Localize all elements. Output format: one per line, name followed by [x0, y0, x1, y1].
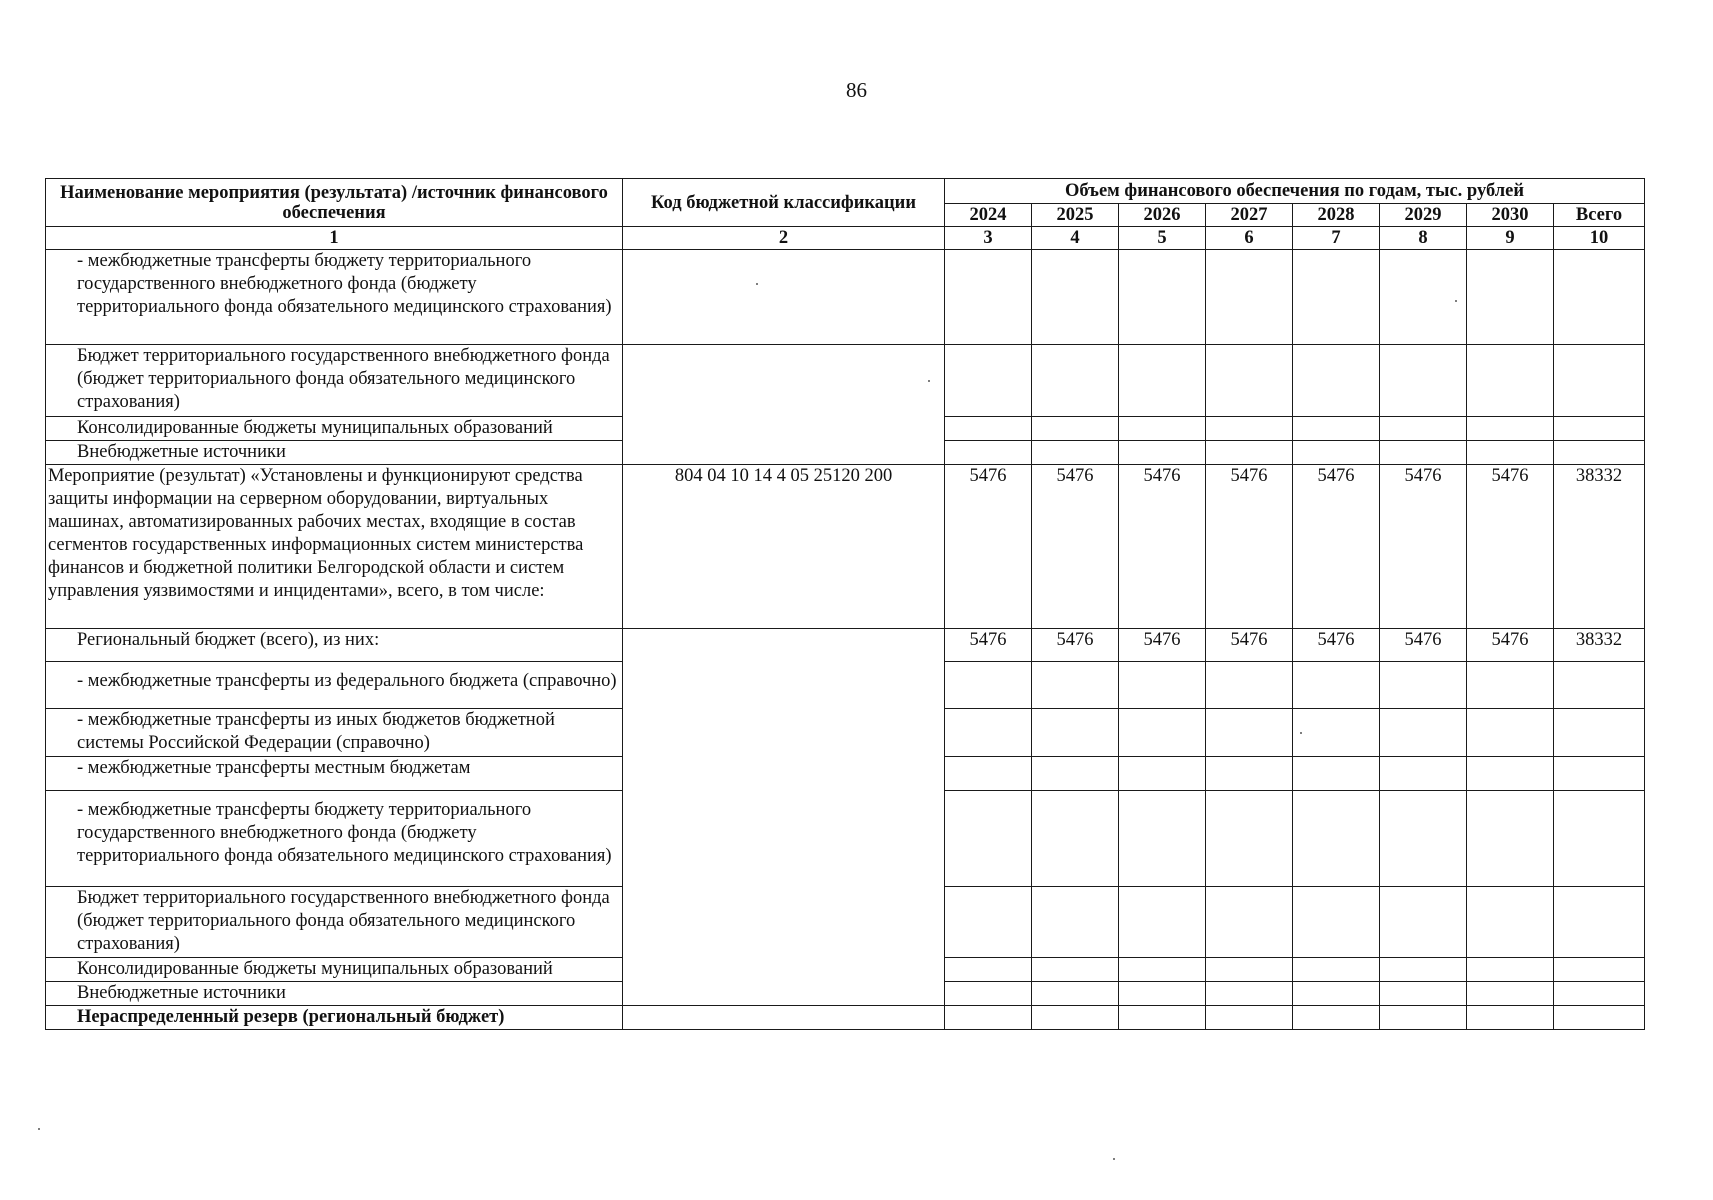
row-year-value	[945, 958, 1032, 982]
header-year: 2024	[945, 204, 1032, 227]
row-year-value	[1380, 757, 1467, 791]
row-year-value	[1032, 417, 1119, 441]
row-name: - межбюджетные трансферты бюджету территориального государственного внебюджетного фонда (бюджету территориального фонда обязательного медицинского страхования)	[46, 791, 623, 887]
row-year-value	[945, 982, 1032, 1006]
table-row	[46, 1006, 1645, 1030]
row-year-value	[1119, 757, 1206, 791]
row-name: Региональный бюджет (всего), из них:	[46, 629, 623, 662]
row-name: - межбюджетные трансферты из иных бюджетов бюджетной системы Российской Федерации (справочно)	[46, 709, 623, 757]
scan-speck	[756, 283, 758, 285]
row-year-value	[1032, 709, 1119, 757]
row-year-value: 5476	[1467, 629, 1554, 662]
row-year-value: 5476	[1032, 629, 1119, 662]
table-row	[46, 345, 1645, 417]
row-year-value	[1467, 345, 1554, 417]
row-year-value	[1293, 1006, 1380, 1030]
row-year-value: 5476	[1293, 465, 1380, 629]
header-volume: Объем финансового обеспечения по годам, тыс. рублей	[945, 179, 1645, 204]
row-year-value: 5476	[945, 465, 1032, 629]
row-year-value: 5476	[1032, 465, 1119, 629]
row-year-value	[945, 662, 1032, 709]
row-year-value	[1032, 250, 1119, 345]
row-year-value	[945, 441, 1032, 465]
header-year: 2025	[1032, 204, 1119, 227]
row-code	[623, 958, 945, 982]
row-year-value	[1380, 441, 1467, 465]
row-year-value	[1467, 441, 1554, 465]
row-year-value	[1206, 982, 1293, 1006]
row-year-value	[1032, 958, 1119, 982]
table-row	[46, 441, 1645, 465]
row-year-value	[945, 791, 1032, 887]
table-row	[46, 662, 1645, 709]
row-year-value	[1206, 887, 1293, 958]
row-code	[623, 441, 945, 465]
row-year-value	[1206, 250, 1293, 345]
header-total: Всего	[1554, 204, 1645, 227]
scan-speck	[928, 380, 930, 382]
row-year-value	[1119, 1006, 1206, 1030]
row-year-value: 5476	[1293, 629, 1380, 662]
header-year: 2029	[1380, 204, 1467, 227]
row-name: Консолидированные бюджеты муниципальных образований	[46, 958, 623, 982]
table-row	[46, 417, 1645, 441]
row-year-value	[1467, 417, 1554, 441]
row-year-value	[1380, 791, 1467, 887]
row-code	[623, 1006, 945, 1030]
table-row	[46, 465, 1645, 629]
column-number: 7	[1293, 227, 1380, 250]
row-year-value	[1380, 958, 1467, 982]
row-year-value: 5476	[1119, 465, 1206, 629]
row-total-value	[1554, 757, 1645, 791]
row-year-value	[1206, 662, 1293, 709]
financing-table	[45, 178, 1645, 1030]
table-row	[46, 757, 1645, 791]
column-number: 10	[1554, 227, 1645, 250]
row-year-value	[1119, 250, 1206, 345]
row-code	[623, 757, 945, 791]
table-row	[46, 629, 1645, 662]
header-year: 2028	[1293, 204, 1380, 227]
row-year-value	[1380, 662, 1467, 709]
header-code: Код бюджетной классификации	[623, 179, 945, 227]
row-code	[623, 345, 945, 417]
row-total-value: 38332	[1554, 465, 1645, 629]
row-year-value	[1293, 662, 1380, 709]
table-header	[46, 179, 1645, 250]
row-year-value	[1293, 958, 1380, 982]
header-year: 2026	[1119, 204, 1206, 227]
row-total-value: 38332	[1554, 629, 1645, 662]
table-row	[46, 982, 1645, 1006]
row-year-value	[1206, 417, 1293, 441]
header-name: Наименование мероприятия (результата) /источник финансового обеспечения	[46, 179, 623, 227]
row-year-value	[1119, 958, 1206, 982]
row-year-value	[1206, 709, 1293, 757]
column-number: 5	[1119, 227, 1206, 250]
row-year-value	[1293, 791, 1380, 887]
row-year-value	[1206, 791, 1293, 887]
scan-speck	[38, 1128, 40, 1130]
row-code	[623, 662, 945, 709]
row-total-value	[1554, 791, 1645, 887]
row-total-value	[1554, 417, 1645, 441]
row-year-value	[1293, 250, 1380, 345]
row-year-value: 5476	[1380, 465, 1467, 629]
column-number: 8	[1380, 227, 1467, 250]
table-row	[46, 791, 1645, 887]
row-year-value	[1119, 441, 1206, 465]
row-year-value	[1032, 982, 1119, 1006]
row-year-value	[945, 345, 1032, 417]
row-year-value	[1467, 958, 1554, 982]
row-code	[623, 887, 945, 958]
row-year-value: 5476	[1467, 465, 1554, 629]
row-name: Консолидированные бюджеты муниципальных образований	[46, 417, 623, 441]
row-year-value	[1467, 709, 1554, 757]
row-year-value	[1032, 757, 1119, 791]
row-year-value	[1119, 709, 1206, 757]
page-number: 86	[846, 78, 867, 102]
row-code: 804 04 10 14 4 05 25120 200	[623, 465, 945, 629]
scan-speck	[1113, 1158, 1115, 1160]
column-number: 3	[945, 227, 1032, 250]
row-code	[623, 417, 945, 441]
row-year-value	[1032, 1006, 1119, 1030]
row-year-value	[945, 1006, 1032, 1030]
scan-speck	[1455, 300, 1457, 302]
column-number: 1	[46, 227, 623, 250]
row-total-value	[1554, 250, 1645, 345]
row-year-value	[945, 250, 1032, 345]
row-year-value	[1293, 887, 1380, 958]
row-year-value	[1206, 757, 1293, 791]
table-row	[46, 958, 1645, 982]
row-total-value	[1554, 441, 1645, 465]
column-number: 2	[623, 227, 945, 250]
header-year: 2027	[1206, 204, 1293, 227]
row-year-value	[1380, 1006, 1467, 1030]
row-year-value	[1119, 887, 1206, 958]
row-code	[623, 709, 945, 757]
row-name: Внебюджетные источники	[46, 441, 623, 465]
row-total-value	[1554, 709, 1645, 757]
row-name: Внебюджетные источники	[46, 982, 623, 1006]
row-year-value	[1119, 662, 1206, 709]
row-year-value	[1467, 1006, 1554, 1030]
table-row	[46, 250, 1645, 345]
row-year-value	[1467, 982, 1554, 1006]
row-year-value	[1119, 417, 1206, 441]
row-year-value	[1206, 441, 1293, 465]
row-year-value: 5476	[1380, 629, 1467, 662]
row-name: - межбюджетные трансферты из федерального бюджета (справочно)	[46, 662, 623, 709]
row-year-value	[1467, 757, 1554, 791]
row-year-value	[1293, 982, 1380, 1006]
row-year-value	[1206, 958, 1293, 982]
row-year-value	[1380, 345, 1467, 417]
row-year-value	[1293, 345, 1380, 417]
column-number: 4	[1032, 227, 1119, 250]
row-name: - межбюджетные трансферты местным бюджетам	[46, 757, 623, 791]
row-year-value: 5476	[945, 629, 1032, 662]
row-code	[623, 791, 945, 887]
row-year-value	[1032, 887, 1119, 958]
row-name: - межбюджетные трансферты бюджету территориального государственного внебюджетного фонда (бюджету территориального фонда обязательного медицинского страхования)	[46, 250, 623, 345]
row-year-value	[1119, 791, 1206, 887]
column-number: 6	[1206, 227, 1293, 250]
row-year-value	[1380, 887, 1467, 958]
row-year-value	[1293, 757, 1380, 791]
row-year-value: 5476	[1206, 629, 1293, 662]
row-year-value	[1380, 250, 1467, 345]
row-year-value: 5476	[1206, 465, 1293, 629]
row-year-value	[1380, 417, 1467, 441]
scan-speck	[1300, 732, 1302, 734]
row-year-value	[1119, 345, 1206, 417]
row-year-value	[1467, 887, 1554, 958]
row-year-value	[1293, 417, 1380, 441]
row-year-value	[1206, 345, 1293, 417]
row-year-value	[945, 887, 1032, 958]
row-year-value	[1119, 982, 1206, 1006]
row-name: Мероприятие (результат) «Установлены и функционируют средства защиты информации на серверном оборудовании, виртуальных машинах, автоматизированных рабочих местах, входящие в состав сегментов государственных информационных систем министерства финансов и бюджетной политики Белгородской области и систем управления уязвимостями и инцидентами», всего, в том числе:	[46, 465, 623, 629]
row-name: Бюджет территориального государственного внебюджетного фонда (бюджет территориального фонда обязательного медицинского страхования)	[46, 345, 623, 417]
row-total-value	[1554, 1006, 1645, 1030]
column-number: 9	[1467, 227, 1554, 250]
row-year-value	[1467, 662, 1554, 709]
row-year-value: 5476	[1119, 629, 1206, 662]
row-year-value	[945, 709, 1032, 757]
row-year-value	[1032, 791, 1119, 887]
row-year-value	[1032, 345, 1119, 417]
row-total-value	[1554, 887, 1645, 958]
table-row	[46, 709, 1645, 757]
row-total-value	[1554, 345, 1645, 417]
row-year-value	[1032, 662, 1119, 709]
row-year-value	[1032, 441, 1119, 465]
row-year-value	[945, 757, 1032, 791]
row-code	[623, 629, 945, 662]
row-total-value	[1554, 662, 1645, 709]
row-name: Бюджет территориального государственного внебюджетного фонда (бюджет территориального фонда обязательного медицинского страхования)	[46, 887, 623, 958]
row-total-value	[1554, 958, 1645, 982]
row-year-value	[1380, 709, 1467, 757]
row-year-value	[1467, 250, 1554, 345]
table-body	[46, 250, 1645, 1030]
row-year-value	[1293, 709, 1380, 757]
row-year-value	[1380, 982, 1467, 1006]
header-year: 2030	[1467, 204, 1554, 227]
row-total-value	[1554, 982, 1645, 1006]
row-code	[623, 982, 945, 1006]
row-year-value	[1467, 791, 1554, 887]
row-code	[623, 250, 945, 345]
row-name: Нераспределенный резерв (региональный бюджет)	[46, 1006, 623, 1030]
table-row	[46, 887, 1645, 958]
row-year-value	[1293, 441, 1380, 465]
row-year-value	[945, 417, 1032, 441]
row-year-value	[1206, 1006, 1293, 1030]
